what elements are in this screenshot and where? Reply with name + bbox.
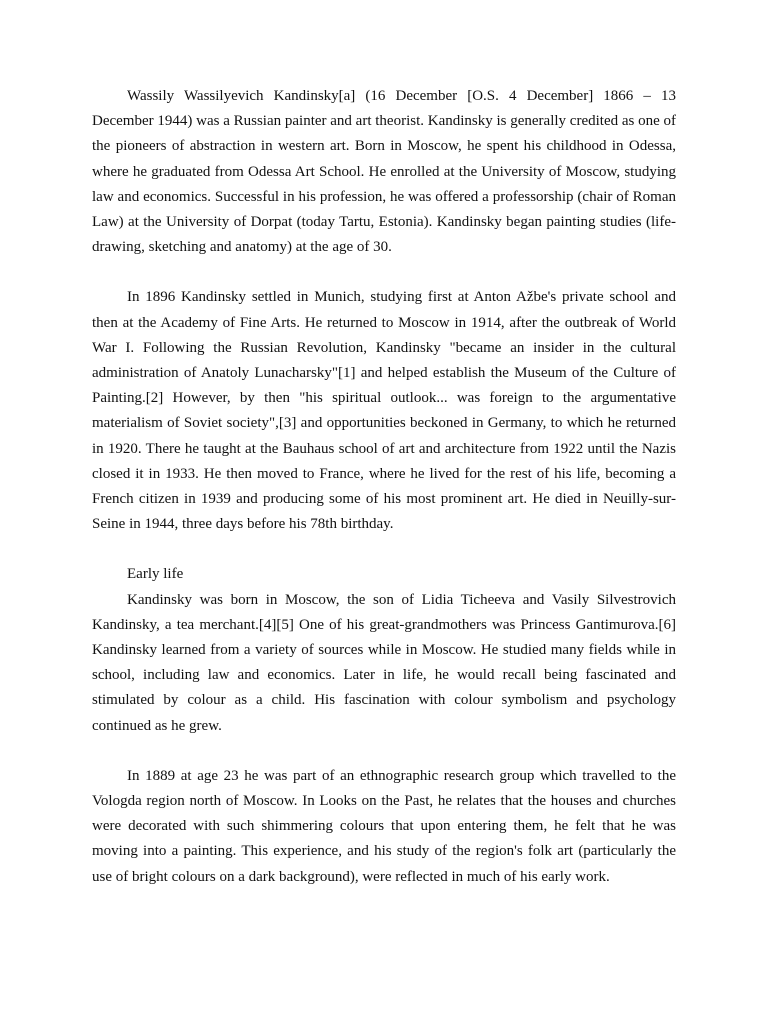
paragraph-early-life: Kandinsky was born in Moscow, the son of Lidia Ticheeva and Vasily Silvestrovich Kandinsky, a tea merchant.[4][5] One of his great-grandmothers was Princess Gantimurova.[6] Kandinsky learned from a variety of sources while in Moscow. He studied many fields while in school, including law and economics. Later in life, he would recall being fascinated and stimulated by colour as a child. His fascination with colour symbolism and psychology continued as he grew. xyxy=(92,591,676,734)
document-page xyxy=(92,84,676,890)
paragraph-gap xyxy=(92,739,676,764)
paragraph-gap xyxy=(92,537,676,562)
paragraph-gap xyxy=(92,260,676,285)
paragraph-vologda: In 1889 at age 23 he was part of an ethnographic research group which travelled to the Vologda region north of Moscow. In Looks on the Past, he relates that the houses and churches were decorated with such shimmering colours that upon entering them, he felt that he was moving into a painting. This experience, and his study of the region's folk art (particularly the use of bright colours on a dark background), were reflected in much of his early work. xyxy=(92,767,676,885)
paragraph-intro: Wassily Wassilyevich Kandinsky[a] (16 December [O.S. 4 December] 1866 – 13 December 1944) was a Russian painter and art theorist. Kandinsky is generally credited as one of the pioneers of abstraction in western art. Born in Moscow, he spent his childhood in Odessa, where he graduated from Odessa Art School. He enrolled at the University of Moscow, studying law and economics. Successful in his profession, he was offered a professorship (chair of Roman Law) at the University of Dorpat (today Tartu, Estonia). Kandinsky began painting studies (life-drawing, sketching and anatomy) at the age of 30. xyxy=(92,88,676,256)
paragraph-munich: In 1896 Kandinsky settled in Munich, studying first at Anton Ažbe's private school and then at the Academy of Fine Arts. He returned to Moscow in 1914, after the outbreak of World War I. Following the Russian Revolution, Kandinsky "became an insider in the cultural administration of Anatoly Lunacharsky"[1] and helped establish the Museum of the Culture of Painting.[2] However, by then "his spiritual outlook... was foreign to the argumentative materialism of Soviet society",[3] and opportunities beckoned in Germany, to which he returned in 1920. There he taught at the Bauhaus school of art and architecture from 1922 until the Nazis closed it in 1933. He then moved to France, where he lived for the rest of his life, becoming a French citizen in 1939 and producing some of his most prominent art. He died in Neuilly-sur-Seine in 1944, three days before his 78th birthday. xyxy=(92,289,676,533)
section-heading-early-life: Early life xyxy=(127,566,184,583)
